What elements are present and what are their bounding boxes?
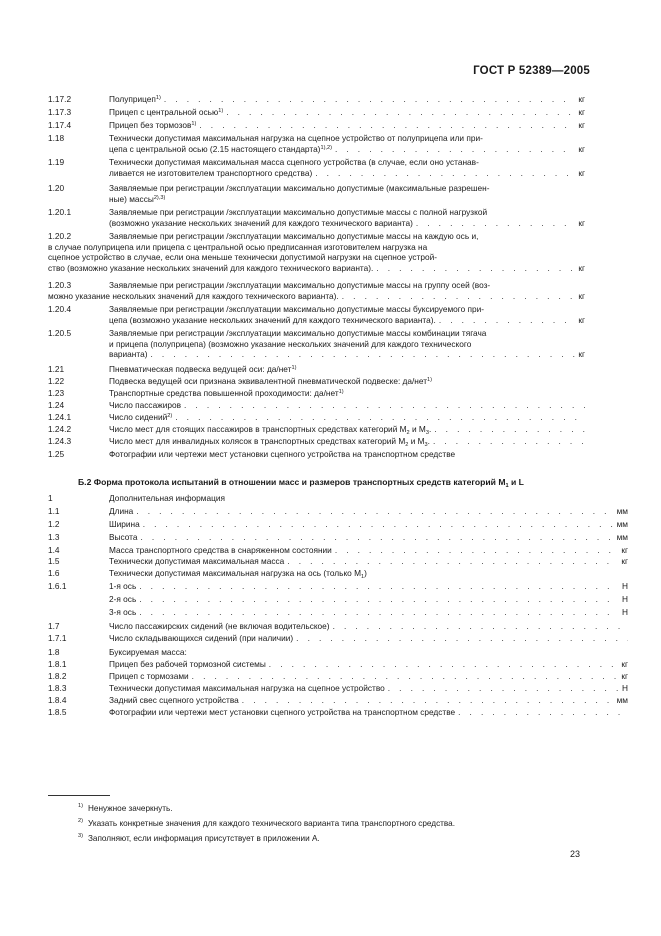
item-number: 1.3 — [48, 532, 60, 542]
text-segment: Фотографии или чертежи мест установки сцепного устройства на транспортном средстве — [109, 707, 456, 717]
item-body — [109, 519, 628, 530]
dot-leader — [189, 671, 619, 682]
text-segment: Высота — [109, 532, 138, 542]
text-line — [109, 412, 585, 423]
footnote — [78, 834, 320, 843]
line-text — [48, 252, 437, 262]
footnote — [78, 819, 455, 828]
text-segment: Число мест для стоящих пассажиров в транспортных средствах категорий M — [109, 424, 407, 434]
text-line — [109, 315, 585, 326]
text-segment: Технически допустимая максимальная нагрузка на сцепное устройство — [109, 683, 385, 693]
line-text — [109, 388, 344, 398]
item-body — [109, 545, 628, 556]
text-line — [109, 659, 628, 670]
dot-leader — [455, 707, 628, 718]
item-number: 1.20.4 — [48, 304, 72, 314]
line-text — [48, 263, 373, 274]
text-line — [109, 94, 585, 105]
text-line — [109, 133, 585, 144]
unit-label: кг — [578, 143, 585, 154]
item-body — [109, 94, 585, 105]
footnote-mark: 3) — [78, 833, 83, 839]
item-body — [109, 107, 585, 118]
text-line — [109, 633, 628, 644]
text-line — [109, 349, 585, 360]
text-segment: и M — [409, 424, 426, 434]
item-number: 1.1 — [48, 506, 60, 516]
item-number: 1.7 — [48, 621, 60, 631]
dot-leader — [427, 436, 585, 447]
text-line — [109, 183, 585, 194]
subscript: 1 — [361, 574, 365, 579]
text-line — [109, 545, 628, 556]
unit-label: Н — [622, 594, 628, 604]
text-segment: и прицепа (полуприцепа) (возможно указание нескольких значений для каждого технического — [109, 338, 472, 349]
item-number: 1.7.1 — [48, 633, 67, 643]
line-text — [109, 183, 490, 193]
item-number: 1.17.4 — [48, 120, 72, 130]
line-text — [109, 315, 436, 326]
line-text — [109, 647, 187, 657]
line-text — [109, 376, 432, 386]
text-line — [109, 671, 628, 682]
unit-label: Н — [622, 607, 628, 617]
item-body — [109, 388, 585, 399]
line-text — [109, 280, 490, 290]
unit-label: Н — [622, 683, 628, 693]
dot-leader — [428, 424, 585, 435]
item-body — [109, 157, 585, 178]
unit-label: кг — [578, 107, 585, 117]
dot-leader — [223, 107, 575, 118]
text-segment: Транспортные средства повышенной проходимости: да/нет — [109, 388, 339, 398]
item-body — [109, 607, 628, 618]
item-body — [109, 133, 585, 154]
unit-label: кг — [621, 545, 628, 555]
text-segment: Прицеп без рабочей тормозной системы — [109, 659, 266, 669]
dot-leader — [172, 412, 585, 423]
dot-leader — [332, 545, 619, 556]
dot-leader — [181, 400, 585, 411]
item-number: 1.5 — [48, 556, 60, 566]
line-text — [109, 168, 312, 179]
text-line — [48, 291, 585, 302]
footnote-separator — [48, 795, 110, 796]
footnote-ref: 1),2) — [320, 144, 332, 151]
unit-label: кг — [578, 349, 585, 360]
text-segment: Пневматическая подвеска ведущей оси: да/нет — [109, 364, 292, 374]
text-line — [109, 607, 628, 618]
section-b2-title: Б.2 Форма протокола испытаний в отношении масс и размеров транспортных средств категорий $M_1$ и L — [78, 477, 524, 489]
text-segment: в случае полуприцепа или прицепа с центральной осью предписанная изготовителем нагрузка на — [48, 241, 428, 252]
text-segment: Число пассажиров — [109, 400, 182, 410]
line-text — [109, 621, 330, 632]
line-text — [109, 695, 239, 706]
line-text — [109, 449, 455, 459]
text-segment: (возможно указание нескольких значений для каждого технического варианта) — [109, 217, 413, 228]
unit-label: кг — [578, 217, 585, 228]
document-header: ГОСТ Р 52389—2005 — [473, 65, 590, 77]
item-body — [109, 506, 628, 517]
text-segment: Прицеп без тормозов — [109, 120, 192, 130]
item-number: 1.20.2 — [48, 231, 72, 241]
line-text — [109, 144, 332, 155]
item-number: 1.21 — [48, 364, 65, 374]
text-segment: Заявляемые при регистрации /эксплуатации максимально допустимые массы с полной нагрузкой — [109, 207, 488, 217]
line-text — [109, 412, 172, 423]
text-line — [109, 621, 628, 632]
text-segment: Число пассажирских сидений (не включая водительское) — [109, 621, 330, 631]
unit-label: Н — [622, 581, 628, 591]
line-text — [109, 436, 430, 449]
text-segment: Заявляемые при регистрации /эксплуатации максимально допустимые (максимальные разрешен- — [109, 183, 490, 193]
item-number: 1.8 — [48, 647, 60, 657]
text-segment: . — [428, 424, 432, 434]
text-line — [109, 339, 585, 350]
dot-leader — [436, 315, 576, 326]
item-body — [109, 207, 585, 228]
item-number: 1.18 — [48, 133, 65, 143]
unit-label: мм — [616, 506, 628, 516]
item-number: 1 — [48, 493, 53, 503]
text-line — [109, 707, 628, 718]
line-text — [109, 364, 296, 374]
item-number: 1.20.5 — [48, 328, 72, 338]
item-body — [109, 568, 628, 579]
dot-leader — [312, 168, 575, 179]
text-line — [48, 263, 585, 274]
text-line — [109, 400, 585, 411]
item-number: 1.17.2 — [48, 94, 72, 104]
text-line — [109, 506, 628, 517]
line-text — [109, 506, 133, 517]
text-segment: ) — [364, 568, 367, 578]
text-line — [109, 328, 585, 339]
footnote-ref: 1) — [427, 377, 433, 383]
line-text — [109, 633, 293, 644]
dot-leader — [136, 581, 619, 592]
item-number: 1.20.1 — [48, 207, 72, 217]
text-segment: Технически допустимая максимальная масса — [109, 556, 285, 566]
unit-label: мм — [616, 532, 628, 542]
item-number: 1.8.2 — [48, 671, 67, 681]
line-text — [48, 242, 427, 252]
text-line — [109, 449, 585, 460]
dot-leader — [136, 594, 619, 605]
text-segment: Число мест для инвалидных колясок в транспортных средствах категорий M — [109, 436, 406, 446]
text-line — [48, 242, 585, 253]
text-line — [109, 436, 585, 447]
item-body — [109, 304, 585, 325]
text-line — [109, 168, 585, 179]
dot-leader — [138, 532, 614, 543]
item-body — [109, 436, 585, 447]
text-segment: Длина — [109, 506, 134, 516]
line-text — [109, 207, 487, 217]
dot-leader — [161, 94, 575, 105]
dot-leader — [284, 556, 618, 567]
unit-label: кг — [621, 556, 628, 566]
dot-leader — [339, 291, 576, 302]
footnote-ref: 2),3) — [153, 194, 166, 201]
dot-leader — [266, 659, 619, 670]
line-text — [109, 349, 147, 360]
item-body — [109, 183, 585, 204]
item-body — [109, 328, 585, 360]
item-number: 1.8.4 — [48, 695, 67, 705]
text-segment: Задний свес сцепного устройства — [109, 695, 239, 705]
item-body — [109, 683, 628, 694]
text-line — [109, 695, 628, 706]
dot-leader — [147, 349, 575, 360]
subscript: 2 — [405, 442, 409, 448]
text-segment: можно указание нескольких значений для каждого технического варианта). — [48, 290, 339, 301]
line-text — [109, 94, 161, 105]
text-line — [109, 364, 585, 375]
text-line — [109, 376, 585, 387]
text-line — [109, 388, 585, 399]
line-text — [109, 707, 455, 718]
footnote-mark: 1) — [78, 803, 83, 809]
item-number: 1.8.5 — [48, 707, 67, 717]
item-body — [109, 364, 585, 375]
item-number: 1.25 — [48, 449, 65, 459]
line-text — [109, 400, 181, 411]
text-segment: Прицеп с тормозами — [109, 671, 189, 681]
dot-leader — [140, 519, 614, 530]
item-number: 1.4 — [48, 545, 60, 555]
item-number: 1.22 — [48, 376, 65, 386]
text-segment: Ширина — [109, 519, 140, 529]
line-text — [109, 194, 165, 204]
line-text — [109, 339, 471, 349]
text-segment: Подвеска ведущей оси признана эквивалентной пневматической подвеске: да/нет — [109, 376, 428, 386]
dot-leader — [332, 144, 575, 155]
item-number: 1.6.1 — [48, 581, 67, 591]
unit-label: кг — [578, 290, 585, 301]
page-number: 23 — [570, 849, 581, 859]
item-number: 1.20 — [48, 183, 65, 193]
item-body — [109, 594, 628, 605]
text-line — [109, 107, 585, 118]
item-body — [109, 659, 628, 670]
text-segment: Технически допустимая максимальная нагрузка на ось (только M — [109, 568, 361, 578]
text-line — [109, 424, 585, 435]
item-body — [109, 400, 585, 411]
footnote-text: Заполняют, если информация присутствует в приложении А. — [87, 834, 320, 843]
text-line — [109, 218, 585, 229]
item-body — [109, 412, 585, 423]
unit-label: кг — [578, 94, 585, 104]
text-segment: Технически допустимая максимальная масса сцепного устройства (в случае, если оно устанав- — [109, 157, 479, 167]
item-body — [109, 695, 628, 706]
item-number: 1.17.3 — [48, 107, 72, 117]
text-segment: Буксируемая масса: — [109, 647, 187, 657]
text-segment: и M — [408, 436, 425, 446]
line-text — [109, 594, 136, 605]
item-body — [109, 449, 585, 460]
text-segment: Заявляемые при регистрации /эксплуатации максимально допустимые массы на группу осей (воз- — [109, 280, 491, 290]
footnote — [78, 804, 173, 813]
item-body — [109, 581, 628, 592]
footnote-mark: 2) — [78, 818, 83, 824]
dot-leader — [133, 506, 613, 517]
unit-label: кг — [578, 120, 585, 130]
text-segment: Заявляемые при регистрации /эксплуатации максимально допустимые массы на каждую ось и, — [109, 231, 479, 241]
line-text — [109, 568, 367, 578]
subscript: 2 — [406, 430, 410, 436]
text-segment: Технически допустимая максимальная нагрузка на сцепное устройство от полуприцепа или при- — [109, 133, 483, 143]
item-number: 1.6 — [48, 568, 60, 578]
unit-label: кг — [621, 659, 628, 669]
line-text — [109, 607, 136, 618]
text-line — [109, 532, 628, 543]
item-body — [109, 556, 628, 567]
text-segment: Прицеп с центральной осью — [109, 107, 219, 117]
item-body — [109, 621, 628, 632]
text-segment: ливается не изготовителем транспортного средства) — [109, 167, 313, 178]
unit-label: мм — [616, 519, 628, 529]
text-segment: 3-я ось — [109, 607, 137, 617]
unit-label: мм — [616, 695, 628, 705]
text-line — [109, 594, 628, 605]
line-text — [109, 157, 479, 167]
text-line — [109, 157, 585, 168]
text-line — [109, 207, 585, 218]
footnote-ref: 1) — [155, 95, 161, 101]
item-number: 1.24 — [48, 400, 65, 410]
text-segment: варианта) — [109, 349, 148, 360]
item-number: 1.19 — [48, 157, 65, 167]
line-text — [109, 493, 225, 503]
item-number: 1.23 — [48, 388, 65, 398]
text-segment: Дополнительная информация — [109, 493, 225, 503]
text-segment: Число сидений — [109, 412, 168, 422]
line-text — [109, 519, 140, 530]
footnote-ref: 1) — [191, 121, 197, 127]
footnote-text: Указать конкретные значения для каждого технического варианта типа транспортного средства. — [87, 819, 455, 828]
line-text — [109, 424, 431, 437]
text-segment: сцепное устройство в случае, если она меньше технически допустимой нагрузки на сцепное устрой- — [48, 252, 437, 263]
item-number: 1.20.3 — [48, 280, 72, 290]
item-body — [109, 532, 628, 543]
text-line — [109, 304, 585, 315]
item-body — [109, 671, 628, 682]
line-text — [109, 532, 138, 543]
text-segment: Фотографии или чертежи мест установки сцепного устройства на транспортном средстве — [109, 449, 456, 459]
subscript: 3 — [425, 430, 429, 436]
item-number: 1.24.3 — [48, 436, 72, 446]
line-text — [109, 133, 483, 143]
item-number: 1.24.1 — [48, 412, 72, 422]
text-segment: цепа с центральной осью (2.15 настоящего стандарта) — [109, 143, 321, 154]
item-body — [109, 120, 585, 131]
text-line — [109, 647, 628, 658]
footnote-ref: 1) — [338, 389, 344, 395]
text-line — [109, 280, 585, 291]
dot-leader — [136, 607, 619, 618]
dot-leader — [330, 621, 628, 632]
text-segment: цепа (возможно указание нескольких значений для каждого технического варианта). — [109, 314, 436, 325]
text-segment: Полуприцеп — [109, 94, 156, 104]
text-segment: ство (возможно указание нескольких значений для каждого технического варианта). — [48, 262, 374, 273]
text-line — [109, 144, 585, 155]
dot-leader — [196, 120, 575, 131]
line-text — [109, 545, 332, 556]
footnote-ref: 1) — [218, 108, 224, 114]
subscript: 3 — [424, 442, 428, 448]
item-number: 1.2 — [48, 519, 60, 529]
text-line — [109, 231, 585, 242]
item-number: 1.8.1 — [48, 659, 67, 669]
text-line — [109, 683, 628, 694]
unit-label: кг — [621, 671, 628, 681]
unit-label: кг — [578, 167, 585, 178]
text-line — [109, 519, 628, 530]
line-text — [48, 291, 339, 302]
text-line — [109, 120, 585, 131]
item-body — [109, 424, 585, 435]
text-segment: Масса транспортного средства в снаряженном состоянии — [109, 545, 332, 555]
item-body — [109, 633, 628, 644]
text-line — [109, 556, 628, 567]
dot-leader — [293, 633, 628, 644]
text-segment: ные) массы — [109, 193, 154, 204]
text-line — [109, 568, 628, 579]
line-text — [109, 231, 478, 241]
line-text — [109, 120, 196, 131]
item-number: 1.24.2 — [48, 424, 72, 434]
line-text — [109, 671, 189, 682]
item-body — [109, 493, 628, 504]
dot-leader — [239, 695, 614, 706]
unit-label: кг — [578, 262, 585, 273]
text-segment: . — [427, 436, 430, 446]
line-text — [109, 107, 223, 118]
footnote-text: Ненужное зачеркнуть. — [87, 804, 173, 813]
line-text — [109, 581, 136, 592]
item-body — [109, 707, 628, 718]
line-text — [109, 218, 413, 229]
line-text — [109, 328, 486, 338]
text-segment: 1-я ось — [109, 581, 137, 591]
footnote-ref: 2) — [167, 413, 173, 419]
unit-label: кг — [578, 314, 585, 325]
line-text — [109, 556, 284, 567]
text-line — [48, 252, 585, 263]
text-line — [109, 194, 585, 205]
item-body — [109, 376, 585, 387]
dot-leader — [373, 263, 575, 274]
line-text — [109, 304, 484, 314]
dot-leader — [413, 218, 576, 229]
item-number: 1.8.3 — [48, 683, 67, 693]
text-line — [109, 581, 628, 592]
footnote-ref: 1) — [291, 365, 297, 371]
item-body — [109, 647, 628, 658]
text-segment: Число складывающихся сидений (при наличии) — [109, 633, 294, 643]
text-segment: Заявляемые при регистрации /эксплуатации максимально допустимые массы буксируемого при- — [109, 304, 485, 314]
dot-leader — [385, 683, 619, 694]
text-segment: Заявляемые при регистрации /эксплуатации максимально допустимые массы комбинации тягача — [109, 328, 487, 338]
text-segment: 2-я ось — [109, 594, 137, 604]
line-text — [109, 683, 385, 694]
text-line — [109, 493, 628, 504]
line-text — [109, 659, 266, 670]
